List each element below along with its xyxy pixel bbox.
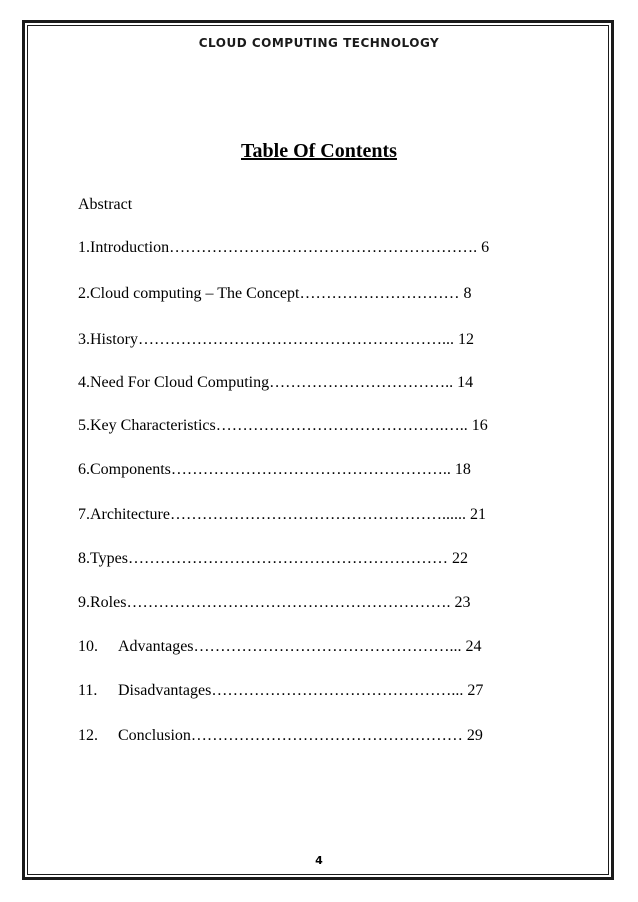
toc-entry-label: Cloud computing – The Concept [90,285,300,302]
toc-entry-label: Advantages [118,638,194,655]
toc-entry-characteristics [78,417,488,435]
toc-entry-history [78,331,474,349]
toc-entry-architecture [78,506,486,524]
toc-entry-page: 8 [463,285,472,302]
toc-entry-dots: …………………………………………………… [127,550,452,567]
toc-entry-page: 12 [458,331,474,348]
toc-entry-dots: …………………………………………………... [138,331,458,348]
toc-entry-number: 6. [78,461,90,478]
toc-entry-dots: …………………………………………….. [170,461,455,478]
running-header: CLOUD COMPUTING TECHNOLOGY [198,36,440,50]
toc-entry-dots: …………………………………….….. [215,417,472,434]
toc-entry-number: 7. [78,506,90,523]
toc-entry-dots: ………………………… [299,285,464,302]
toc-entry-number: 1. [78,239,90,256]
toc-entry-page: 29 [466,727,483,744]
toc-entry-page: 16 [471,417,488,434]
toc-entry-number: 12. [78,727,98,744]
toc-entry-page: 27 [467,682,484,699]
toc-entry-page: 14 [457,374,474,391]
toc-entry-label: Need For Cloud Computing [90,374,270,391]
toc-entry-disadvantages [78,682,483,700]
toc-entry-concept [78,285,471,303]
toc-entry-label: Abstract [78,196,133,213]
page-number: 4 [315,854,323,867]
toc-entry-dots: …………………………………………... [193,638,466,655]
toc-entry-number: 9. [78,594,90,611]
toc-entry-number: 2. [78,285,90,302]
toc-entry-need [78,374,473,392]
toc-entry-advantages [78,638,482,656]
toc-entry-conclusion [78,727,483,745]
toc-entry-label: Key Characteristics [90,417,216,434]
toc-entry-number: 3. [78,331,90,348]
toc-entry-page: 24 [465,638,482,655]
toc-entry-label: Disadvantages [118,682,212,699]
toc-entry-label: Components [90,461,171,478]
toc-entry-dots: ……………………………………………...... [169,506,470,523]
toc-entry-label: Roles [90,594,127,611]
toc-entry-dots: …………………………………………… [190,727,467,744]
toc-entry-page: 6 [481,239,490,256]
toc-entry-dots: ……………………………………………………. [126,594,455,611]
toc-entry-dots: …………………………………………………. [169,239,482,256]
toc-entry-number: 4. [78,374,90,391]
toc-entry-roles [78,594,470,612]
toc-entry-label: Types [90,550,128,567]
toc-entry-number: 10. [78,638,98,655]
toc-entry-introduction [78,239,489,257]
toc-entry-label: Architecture [90,506,170,523]
toc-entry-label: Conclusion [118,727,191,744]
toc-entry-page: 23 [454,594,471,611]
toc-entry-types [78,550,468,568]
toc-entry-number: 8. [78,550,90,567]
toc-entry-page: 18 [454,461,471,478]
toc-entry-abstract [78,196,132,214]
toc-entry-label: Introduction [90,239,170,256]
toc-entry-label: History [90,331,138,348]
toc-entry-dots: …………………………….. [269,374,458,391]
toc-entry-dots: ………………………………………... [211,682,468,699]
toc-entry-page: 21 [469,506,486,523]
toc-entry-number: 5. [78,417,90,434]
toc-title: Table Of Contents [241,140,397,162]
toc-entry-components [78,461,471,479]
toc-entry-number: 11. [78,682,98,699]
toc-entry-page: 22 [451,550,468,567]
